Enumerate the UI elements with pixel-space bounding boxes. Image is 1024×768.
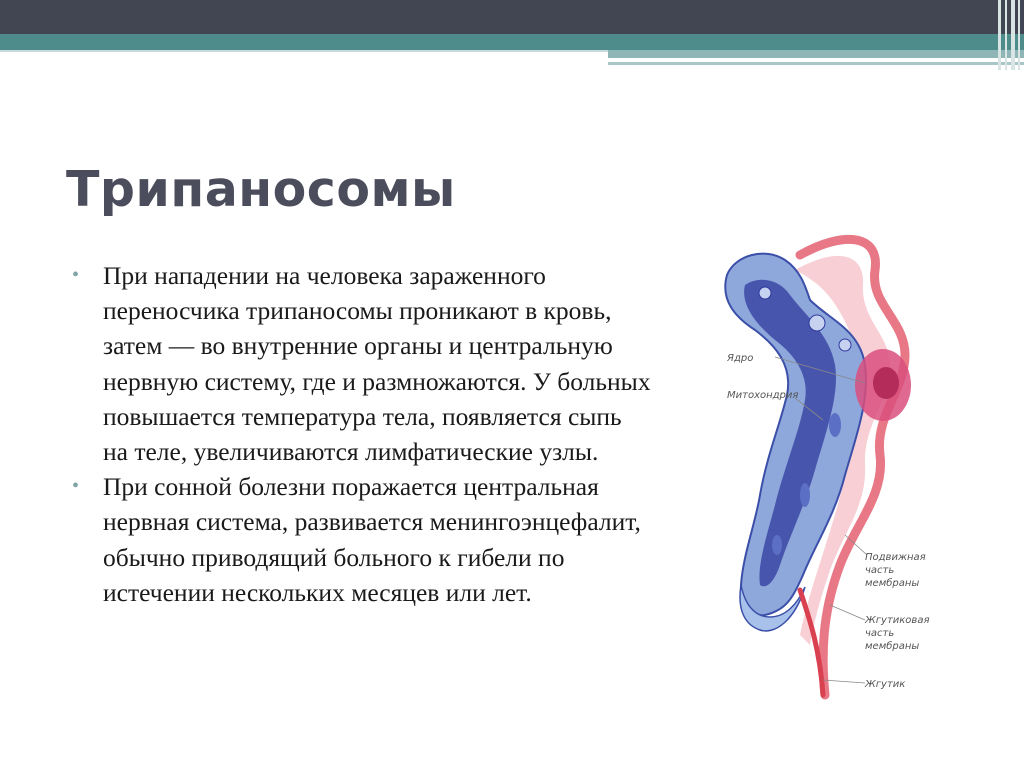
label-undulating-2: часть <box>865 565 895 576</box>
label-undulating-1: Подвижная <box>865 552 926 563</box>
label-line <box>823 680 865 683</box>
bullet-item <box>72 469 652 610</box>
label-flagellum: Жгутик <box>865 679 906 690</box>
label-line <box>830 605 865 620</box>
header-thin-line-lower <box>608 62 1024 65</box>
bullet-list <box>72 258 652 610</box>
organelle <box>800 483 810 507</box>
nucleolus <box>873 367 899 399</box>
label-flagellar-3: мембраны <box>865 641 920 652</box>
bullet-icon: • <box>72 264 80 286</box>
label-undulating-3: мембраны <box>865 578 920 589</box>
bullet-icon: • <box>72 475 80 498</box>
organelle <box>829 413 841 437</box>
header-white-accent <box>828 58 948 60</box>
header-teal-band <box>0 34 1024 50</box>
header-light-band <box>608 50 1024 58</box>
header-dark-band <box>0 0 1024 34</box>
trypanosome-illustration <box>705 225 960 705</box>
bullet-text: При нападении на человека зараженного переносчика трипаносомы проникают в кровь, затем — во внутренние органы и центральную нервную систему, где и размножаются. У больных повышается температура тела, появляется сыпь на теле, увеличиваются лимфатические узлы. <box>103 261 651 467</box>
header-vertical-lines <box>992 0 1024 70</box>
bullet-item <box>72 258 652 469</box>
label-flagellar-1: Жгутиковая <box>865 615 930 626</box>
bullet-text: При сонной болезни поражается центральная нервная система, развивается менингоэнцефалит, обычно приводящий больного к гибели по истечении нескольких месяцев или лет. <box>103 472 641 607</box>
label-mitochondria: Митохондрия <box>727 390 799 401</box>
organelle <box>809 315 825 331</box>
trypanosome-diagram <box>705 225 960 705</box>
organelle <box>759 287 771 299</box>
label-nucleus: Ядро <box>727 353 754 364</box>
organelle <box>839 339 851 351</box>
slide-title: Трипаносомы <box>66 161 456 218</box>
label-flagellar-2: часть <box>865 628 895 639</box>
organelle <box>772 535 782 555</box>
